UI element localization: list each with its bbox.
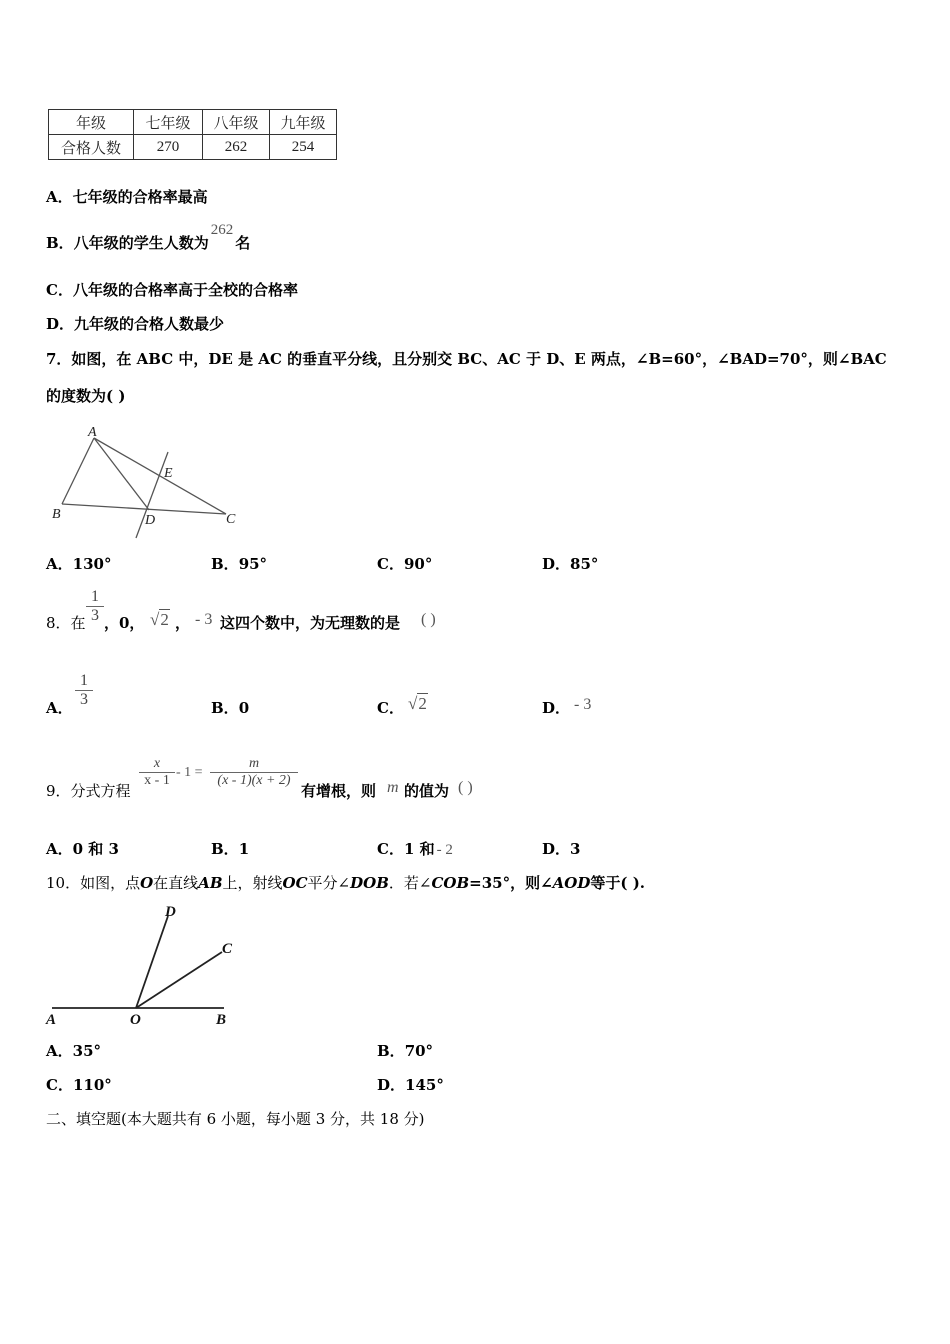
option-text: 145° — [405, 1076, 444, 1094]
option-letter: B． — [211, 699, 239, 717]
segment-ab — [62, 438, 94, 504]
q9-suffix: 有增根，则 — [301, 782, 377, 800]
option-math: 262 — [210, 222, 234, 238]
segment-ad — [94, 438, 149, 510]
q8-option-a[interactable] — [46, 697, 73, 718]
q8-suffix: 这四个数中，为无理数的是 — [220, 614, 401, 632]
segment-ac — [94, 438, 226, 514]
q9-answer-paren: ( ) — [458, 779, 473, 796]
option-text: 0 — [238, 699, 250, 717]
q8-answer-paren: ( ) — [421, 611, 436, 628]
stem-text: 上，射线 — [222, 874, 283, 892]
fraction-denominator: (x - 1)(x + 2) — [210, 772, 298, 789]
option-letter: D． — [46, 315, 75, 333]
table-header-cell: 九年级 — [270, 110, 337, 135]
option-text: 70° — [404, 1042, 434, 1060]
fraction-numerator: 1 — [80, 672, 88, 689]
table-cell: 合格人数 — [49, 135, 134, 160]
label-e: E — [164, 466, 173, 481]
option-text: 90° — [403, 555, 433, 573]
q7-stem-line1: 7．如图，在 ABC 中，DE 是 AC 的垂直平分线，且分别交 BC、AC 于 D、E 两点，∠B=60°，∠BAD=70°，则∠BAC — [46, 350, 887, 368]
q9-variable: m — [387, 779, 399, 796]
option-text: 八年级的学生人数为 — [73, 234, 209, 252]
label-d: D — [145, 513, 156, 528]
option-letter: B． — [211, 555, 239, 573]
option-letter: C． — [46, 1076, 73, 1094]
option-text: 35° — [72, 1042, 102, 1060]
q8-negative-three: - 3 — [195, 611, 213, 628]
option-text: 名 — [235, 234, 251, 252]
q10-option-a[interactable] — [46, 1040, 101, 1061]
option-letter: C． — [377, 555, 404, 573]
option-letter: A． — [46, 840, 73, 858]
q6-option-b[interactable] — [46, 222, 251, 253]
stem-math: AOD — [552, 874, 591, 892]
stem-math: AB — [198, 874, 223, 892]
option-letter: B． — [377, 1042, 405, 1060]
table-cell: 254 — [270, 135, 337, 160]
fraction-numerator: x — [153, 756, 161, 771]
sqrt-radicand: 2 — [160, 610, 169, 629]
option-letter: D． — [377, 1076, 406, 1094]
fraction-denominator: 3 — [86, 606, 104, 625]
option-letter: A． — [46, 555, 73, 573]
label-b: B — [216, 1012, 227, 1028]
option-letter: B． — [46, 234, 74, 252]
stem-math: COB — [431, 874, 470, 892]
fraction-denominator: 3 — [75, 690, 93, 709]
segment-bc — [62, 504, 226, 514]
option-letter: C． — [377, 699, 404, 717]
q9-suffix2: 的值为 — [404, 782, 450, 800]
q7-option-c[interactable] — [377, 553, 432, 574]
q10-angle-figure — [44, 900, 244, 1030]
option-text: 八年级的合格率高于全校的合格率 — [72, 281, 298, 299]
option-text: 七年级的合格率最高 — [72, 188, 208, 206]
fraction-numerator: m — [248, 756, 260, 771]
option-math: - 2 — [436, 842, 453, 858]
option-letter: D． — [542, 840, 571, 858]
q8-option-c[interactable] — [377, 697, 404, 718]
stem-math: OC — [282, 874, 308, 892]
q9-option-d[interactable] — [542, 838, 580, 859]
q8-sep2: ， — [175, 614, 191, 632]
label-d: D — [165, 904, 176, 920]
option-letter: C． — [46, 281, 73, 299]
q9-rhs-fraction — [210, 756, 298, 789]
stem-text: 等于( ). — [590, 874, 646, 892]
q8-option-d-value: - 3 — [574, 696, 592, 713]
q10-stem — [46, 872, 645, 893]
sqrt-radicand: 2 — [418, 694, 427, 713]
table-header-cell: 七年级 — [134, 110, 203, 135]
option-letter: D． — [542, 699, 571, 717]
q8-option-a-fraction — [75, 672, 93, 709]
option-letter: A． — [46, 699, 73, 717]
q7-option-a[interactable] — [46, 553, 111, 574]
table-cell: 270 — [134, 135, 203, 160]
q10-option-b[interactable] — [377, 1040, 433, 1061]
table-header-row — [49, 110, 337, 135]
q9-minus-one: - 1 = — [176, 765, 203, 780]
option-text: 85° — [570, 555, 599, 573]
option-letter: B． — [211, 840, 239, 858]
label-c: C — [222, 941, 233, 957]
q9-option-a[interactable] — [46, 838, 119, 859]
label-a: A — [46, 1012, 57, 1028]
table-header-cell: 八年级 — [203, 110, 270, 135]
option-letter: C． — [377, 840, 404, 858]
q8-fraction — [86, 588, 104, 625]
table-row — [49, 135, 337, 160]
table-cell: 262 — [203, 135, 270, 160]
q6-option-c[interactable] — [46, 279, 298, 300]
stem-text: =35°，则∠ — [469, 874, 553, 892]
option-text: 九年级的合格人数最少 — [74, 315, 225, 333]
q9-prefix: 9．分式方程 — [46, 782, 131, 800]
q7-option-b[interactable] — [211, 553, 267, 574]
q8-sqrt: √2 — [150, 610, 169, 629]
ray-od — [136, 916, 168, 1008]
q7-stem-line2: 的度数为( ) — [46, 387, 126, 405]
option-text: 1 和 — [403, 840, 435, 858]
q7-option-d[interactable] — [542, 553, 598, 574]
option-letter: A． — [46, 188, 73, 206]
q7-triangle-figure — [46, 420, 246, 545]
q8-option-b[interactable] — [211, 697, 249, 718]
label-c: C — [226, 512, 236, 527]
table-header-cell: 年级 — [49, 110, 134, 135]
stem-math: O — [140, 874, 154, 892]
q10-option-c[interactable] — [46, 1074, 112, 1095]
q9-option-b[interactable] — [211, 838, 249, 859]
option-text: 0 和 3 — [72, 840, 119, 858]
grade-table — [48, 109, 337, 160]
option-text: 130° — [72, 555, 112, 573]
label-o: O — [130, 1012, 141, 1028]
stem-text: 平分∠ — [307, 874, 351, 892]
option-letter: A． — [46, 1042, 73, 1060]
option-letter: D． — [542, 555, 571, 573]
section-heading: 二、填空题(本大题共有 6 小题，每小题 3 分，共 18 分) — [46, 1110, 425, 1128]
ray-oc — [136, 952, 222, 1008]
q6-option-a[interactable] — [46, 186, 208, 207]
fraction-numerator: 1 — [91, 588, 99, 605]
q8-option-d[interactable] — [542, 697, 570, 718]
q9-lhs-fraction — [139, 756, 175, 789]
stem-text: 在直线 — [153, 874, 199, 892]
option-text: 110° — [72, 1076, 112, 1094]
q8-option-c-sqrt: √2 — [408, 694, 427, 713]
q6-option-d[interactable] — [46, 313, 224, 334]
option-text: 3 — [570, 840, 581, 858]
q10-option-d[interactable] — [377, 1074, 444, 1095]
q9-option-c[interactable] — [377, 838, 453, 859]
q8-prefix: 8．在 — [46, 614, 86, 632]
stem-text: 10．如图，点 — [46, 874, 141, 892]
label-a: A — [88, 425, 97, 440]
label-b: B — [52, 507, 61, 522]
q8-sep1: ，0， — [104, 614, 145, 632]
stem-text: ．若∠ — [388, 874, 432, 892]
option-text: 1 — [238, 840, 250, 858]
option-text: 95° — [238, 555, 268, 573]
fraction-denominator: x - 1 — [139, 772, 175, 789]
stem-math: DOB — [350, 874, 389, 892]
